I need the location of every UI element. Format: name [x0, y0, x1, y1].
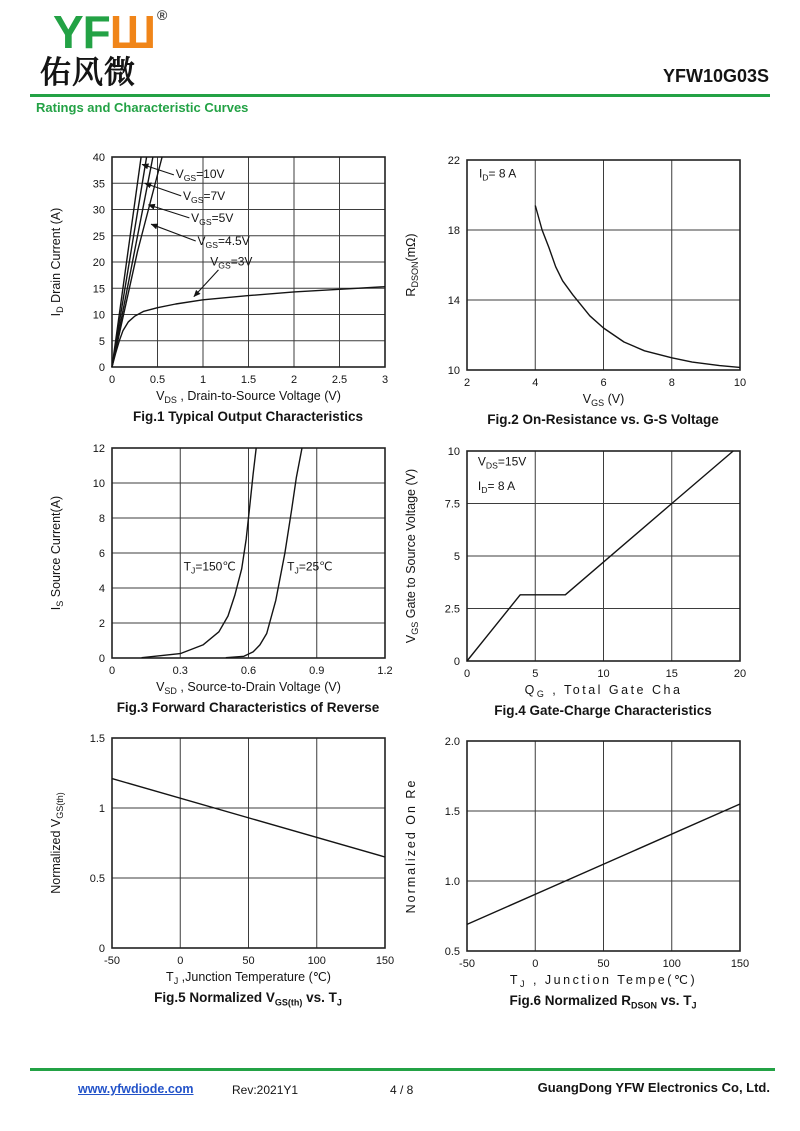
fig3-plot: [40, 438, 400, 696]
svg-text:50: 50: [242, 955, 255, 967]
svg-text:0: 0: [177, 955, 184, 967]
svg-text:VGS=7V: $V_{GS}=7V$: [182, 189, 226, 206]
svg-text:VGS=3V: $V_{GS}=3V$: [210, 254, 253, 271]
svg-text:100: 100: [662, 958, 681, 970]
svg-text:TJ , Junction Tempe(℃): $T_J$ , Junction Tempe(℃): [509, 973, 698, 989]
fig2-caption: Fig.2 On-Resistance vs. G-S Voltage: [487, 412, 719, 427]
svg-text:8: 8: [98, 513, 105, 525]
svg-text:0.9: 0.9: [309, 665, 325, 677]
svg-text:10: 10: [92, 478, 105, 490]
svg-text:12: 12: [92, 443, 105, 455]
svg-text:Normalized VGS(th): Normalized $V_{GS(th)}$: [49, 792, 65, 894]
fig3-caption: Fig.3 Forward Characteristics of Reverse: [116, 700, 380, 715]
svg-text:150: 150: [730, 958, 750, 970]
svg-text:5: 5: [532, 668, 539, 680]
svg-text:1.0: 1.0: [444, 876, 460, 888]
svg-text:15: 15: [665, 668, 678, 680]
fig1-plot: [40, 147, 400, 405]
fig4-caption: Fig.4 Gate-Charge Characteristics: [494, 703, 712, 718]
svg-text:2.5: 2.5: [444, 603, 460, 616]
fig6-normalized-rdson: [395, 731, 755, 1023]
svg-text:4: 4: [98, 583, 105, 595]
fig5-caption: Fig.5 Normalized $V_{GS(th)}$ vs. $T_J$: [154, 990, 342, 1008]
svg-text:VGS=10V: $V_{GS}=10V$: [175, 167, 225, 183]
svg-text:VSD , Source-to-Drain Voltage: $V_{SD}$ , Source-to-Drain Voltage (V): [156, 680, 341, 696]
svg-text:VGS (V): $V_{GS}$ (V): [582, 392, 625, 408]
fig6-plot: [395, 731, 755, 989]
company-name: GuangDong YFW Electronics Co, Ltd.: [537, 1080, 770, 1095]
svg-text:35: 35: [92, 178, 105, 191]
svg-text:6: 6: [600, 377, 607, 389]
brand-logo-text: [53, 6, 168, 58]
svg-text:VGS Gate to Source Voltage (V): $V_{GS}$ Gate to Source Voltage (V): [404, 468, 420, 644]
svg-text:4: 4: [532, 377, 539, 389]
svg-text:15: 15: [92, 283, 105, 296]
svg-text:22: 22: [447, 155, 460, 167]
fig4-gate-charge: [395, 441, 755, 733]
svg-text:1.5: 1.5: [240, 374, 257, 386]
svg-text:10: 10: [92, 309, 105, 322]
svg-text:10: 10: [597, 668, 610, 680]
svg-text:40: 40: [92, 152, 105, 164]
svg-text:10: 10: [447, 446, 460, 458]
fig3-forward-characteristics: [40, 438, 400, 730]
part-number: YFW10G03S: [662, 66, 769, 86]
svg-text:Normalized On Re: Normalized On Re: [404, 778, 418, 914]
svg-text:1: 1: [98, 803, 105, 815]
svg-text:1: 1: [199, 374, 207, 386]
fig2-on-resistance: [395, 150, 755, 442]
section-title: Ratings and Characteristic Curves: [36, 100, 249, 115]
fig1-caption: Fig.1 Typical Output Characteristics: [132, 409, 364, 424]
svg-text:7.5: 7.5: [444, 498, 460, 511]
svg-text:TJ=150℃: $T_J=150℃$: [183, 559, 236, 576]
logo-w-glyph: Ш: [109, 6, 156, 58]
fig6-caption: Fig.6 Normalized $R_{DSON}$ vs. $T_J$: [509, 993, 697, 1011]
svg-text:100: 100: [307, 955, 326, 967]
svg-text:2.5: 2.5: [331, 374, 348, 386]
svg-text:25: 25: [92, 230, 105, 243]
svg-text:ID= 8 A: $I_D= 8$ A: [478, 166, 517, 183]
svg-text:0: 0: [463, 668, 471, 680]
svg-text:0: 0: [532, 958, 539, 970]
svg-text:ID Drain Current (A): $I_D$ Drain Current (A): [49, 207, 65, 317]
svg-text:18: 18: [447, 225, 460, 237]
svg-text:0.5: 0.5: [444, 946, 460, 958]
svg-text:10: 10: [447, 365, 460, 377]
svg-text:VGS=4.5V: $V_{GS}=4.5V$: [197, 234, 250, 251]
fig5-plot: [40, 728, 400, 986]
brand-logo-chinese: 佑风微: [40, 55, 136, 90]
svg-text:0: 0: [98, 362, 105, 374]
logo-yf-letters: YF: [53, 6, 110, 58]
svg-text:6: 6: [98, 548, 105, 560]
fig4-plot: [395, 441, 755, 699]
revision-label: Rev:2021Y1: [232, 1083, 299, 1097]
svg-text:150: 150: [375, 955, 395, 967]
svg-text:VGS=5V: $V_{GS}=5V$: [191, 211, 234, 228]
svg-text:0: 0: [98, 653, 105, 665]
svg-text:0: 0: [453, 656, 460, 668]
svg-text:30: 30: [92, 204, 105, 217]
svg-text:-50: -50: [459, 958, 475, 970]
svg-text:QG , Total Gate Cha: $Q_G$ , Total Gate Cha: [524, 683, 683, 699]
registered-mark-icon: ®: [157, 7, 168, 23]
svg-text:2: 2: [290, 374, 298, 386]
svg-text:VDS , Drain-to-Source Voltage: $V_{DS}$ , Drain-to-Source Voltage (V): [156, 389, 341, 405]
svg-text:ID= 8 A: $I_D= 8$ A: [477, 478, 516, 495]
svg-text:2: 2: [98, 618, 105, 630]
svg-text:0.5: 0.5: [149, 374, 166, 386]
brand-logo: [40, 8, 167, 88]
svg-text:14: 14: [447, 295, 460, 307]
fig2-plot: [395, 150, 755, 408]
fig1-output-characteristics: [40, 147, 400, 439]
svg-text:RDSON(mΩ): $R_{DSON}(m\Omega)$: [404, 233, 420, 297]
svg-text:0.3: 0.3: [172, 665, 188, 677]
svg-text:2: 2: [463, 377, 471, 389]
svg-text:50: 50: [597, 958, 610, 970]
header-divider: [30, 94, 770, 97]
svg-text:IS Source Current(A): $I_S$ Source Current(A): [49, 495, 65, 611]
svg-text:0.6: 0.6: [240, 665, 257, 677]
svg-text:1.5: 1.5: [444, 806, 460, 818]
svg-text:TJ ,Junction Temperature (℃): $T_J$ ,Junction Temperature (℃): [166, 970, 331, 986]
svg-text:TJ=25℃: $T_J=25℃$: [287, 559, 333, 576]
svg-text:1.2: 1.2: [377, 665, 393, 677]
svg-text:5: 5: [98, 335, 105, 348]
svg-text:0: 0: [108, 665, 116, 677]
svg-text:3: 3: [381, 374, 389, 386]
svg-text:10: 10: [733, 377, 747, 389]
svg-text:0: 0: [108, 374, 116, 386]
website-link[interactable]: www.yfwdiode.com: [78, 1082, 194, 1096]
svg-text:0: 0: [98, 943, 105, 955]
fig5-normalized-vgsth: [40, 728, 400, 1020]
svg-text:1.5: 1.5: [89, 733, 105, 745]
svg-text:0.5: 0.5: [89, 873, 105, 885]
svg-text:8: 8: [668, 377, 675, 389]
page-indicator: 4 / 8: [390, 1083, 414, 1097]
svg-text:2.0: 2.0: [444, 736, 460, 748]
svg-text:20: 20: [733, 668, 747, 680]
svg-text:-50: -50: [104, 955, 120, 967]
svg-text:VDS=15V: $V_{DS}=15V$: [477, 454, 527, 471]
svg-text:20: 20: [92, 257, 105, 269]
svg-text:5: 5: [453, 551, 460, 563]
footer-divider: [30, 1068, 775, 1071]
